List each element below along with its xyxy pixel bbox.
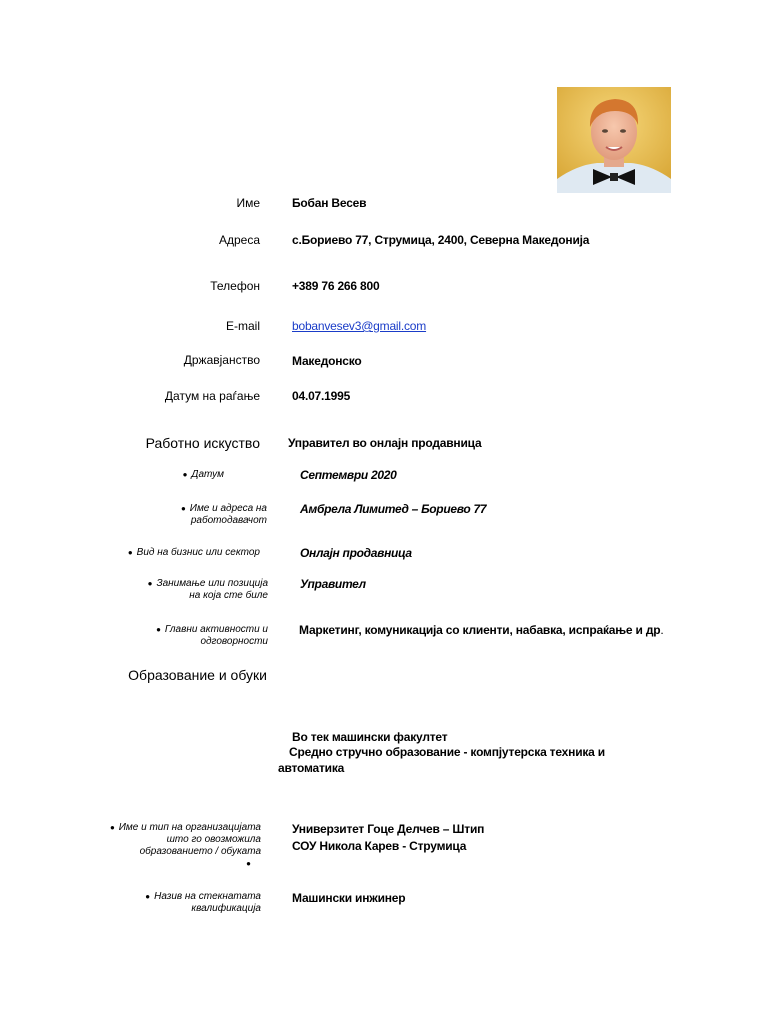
bullet-icon: ● (109, 823, 115, 832)
education-line-2: Средно стручно образование - компјутерска техника и (289, 745, 605, 759)
birth-value: 04.07.1995 (292, 389, 351, 403)
organization-value-2: СОУ Никола Карев - Струмица (292, 839, 467, 853)
bullet-icon: ● (145, 892, 151, 901)
education-line-1: Во тек машински факултет (292, 730, 448, 744)
employer-value: Амбрела Лимитед – Бориево 77 (300, 502, 487, 516)
name-value: Бобан Весев (292, 196, 367, 210)
phone-label: Телефон (210, 279, 260, 293)
work-heading: Работно искуство (145, 435, 260, 451)
business-label: ● Вид на бизнис или сектор (127, 547, 260, 558)
position-label: ● Занимање или позиција на која сте биле (147, 578, 268, 601)
bullet-icon: ● (156, 625, 161, 634)
address-value: с.Бориево 77, Струмица, 2400, Северна Македонија (292, 233, 590, 247)
business-value: Онлајн продавница (300, 546, 412, 560)
name-label: Име (236, 196, 260, 210)
citizenship-value: Македонско (292, 354, 362, 368)
education-line-3: автоматика (278, 761, 345, 775)
activities-value: Маркетинг, комуникација со клиенти, набавка, испраќање и др. (299, 623, 664, 637)
bullet-icon: ● (127, 548, 133, 557)
employer-label: ● Име и адреса на работодавачот (180, 503, 267, 526)
address-label: Адреса (218, 233, 260, 247)
qualification-label: ● Назив на стекнатата квалификација (145, 891, 261, 914)
bullet-icon: ● (180, 504, 186, 513)
work-title: Управител во онлајн продавница (288, 436, 482, 450)
email-link[interactable]: bobanvesev3@gmail.com (292, 319, 427, 333)
qualification-value: Машински инжинер (292, 891, 406, 905)
bullet-icon: ● (147, 579, 153, 588)
bullet-icon: ● (246, 859, 251, 868)
birth-label: Датум на раѓање (164, 389, 260, 403)
organization-value-1: Универзитет Гоце Делчев – Штип (292, 822, 485, 836)
profile-photo (557, 87, 671, 193)
citizenship-label: Државјанство (183, 353, 260, 367)
phone-value: +389 76 266 800 (292, 279, 380, 293)
education-heading: Образование и обуки (128, 667, 267, 683)
date-value: Септември 2020 (300, 468, 397, 482)
date-label: ● Датум (182, 469, 224, 480)
organization-label: ● Име и тип на организацијата што го овозможила образованието / обуката ● (109, 822, 261, 868)
bullet-icon: ● (182, 470, 188, 479)
activities-label: ● Главни активности и одговорности (156, 624, 268, 647)
position-value: Управител (300, 577, 366, 591)
email-label: E-mail (225, 319, 260, 333)
